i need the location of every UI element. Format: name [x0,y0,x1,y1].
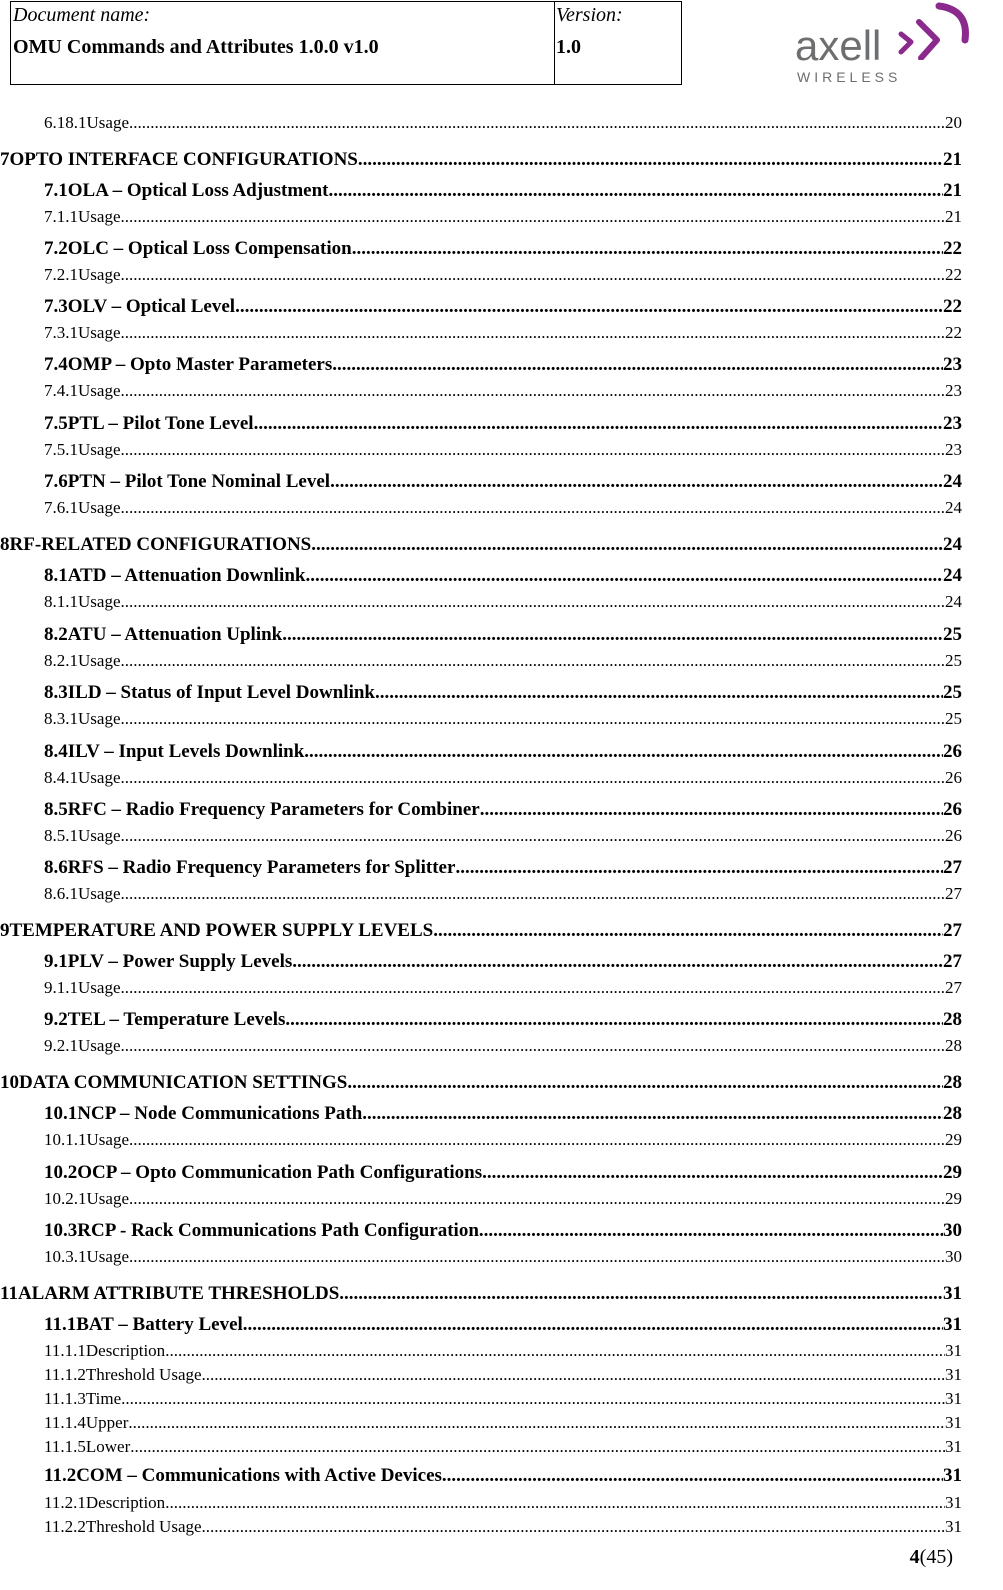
toc-entry-title: 8.1ATD – Attenuation Downlink [44,565,306,586]
toc-entry-page: 27 [945,884,962,903]
toc-entry-page: 23 [943,354,962,375]
toc-entry-page: 31 [945,1389,962,1408]
toc-entry[interactable] [0,149,962,171]
toc-entry-page: 27 [943,951,962,972]
toc-entry-title: 7.1.1Usage [44,207,121,226]
toc-entry[interactable] [44,1314,962,1336]
toc-entry[interactable] [44,951,962,973]
toc-entry-page: 28 [943,1103,962,1124]
toc-leader-dots [121,1389,945,1409]
toc-leader-dots [358,149,943,171]
toc-entry[interactable] [44,799,962,821]
toc-entry-page: 21 [943,180,962,201]
toc-entry[interactable] [44,1162,962,1184]
toc-entry[interactable] [44,768,962,788]
version-label: Version: [556,4,623,26]
toc-leader-dots [254,413,943,435]
toc-leader-dots [202,1365,945,1385]
toc-entry-title: 11.2.1Description [44,1493,166,1512]
toc-leader-dots [128,1413,945,1433]
toc-leader-dots [129,1189,945,1209]
toc-entry-title: 11.1.2Threshold Usage [44,1365,202,1384]
toc-leader-dots [130,1437,945,1457]
toc-leader-dots [120,265,945,285]
toc-leader-dots [339,1283,943,1305]
toc-entry-title: 9.1PLV – Power Supply Levels [44,951,293,972]
toc-entry[interactable] [44,1493,962,1513]
toc-entry-page: 26 [945,826,962,845]
toc-leader-dots [329,180,943,202]
toc-entry[interactable] [44,1036,962,1056]
toc-leader-dots [120,381,945,401]
toc-entry-title: 7.2.1Usage [44,265,121,284]
toc-entry-page: 31 [945,1365,962,1384]
toc-leader-dots [165,1493,945,1513]
toc-entry-title: 10.3RCP - Rack Communications Path Configuration [44,1220,479,1241]
toc-entry-page: 31 [943,1465,962,1486]
toc-entry-page: 27 [943,857,962,878]
toc-entry[interactable] [44,884,962,904]
toc-entry[interactable] [44,1365,962,1385]
toc-entry[interactable] [44,1341,962,1361]
toc-leader-dots [311,534,943,556]
toc-entry-title: 10.1.1Usage [44,1130,129,1149]
toc-entry-page: 31 [943,1283,962,1304]
toc-entry-page: 21 [945,207,962,226]
toc-leader-dots [165,1341,945,1361]
toc-entry-title: 7.1OLA – Optical Loss Adjustment [44,180,329,201]
toc-entry-page: 24 [943,534,962,555]
logo-chevron-icon [893,0,973,60]
toc-entry[interactable] [44,471,962,493]
toc-entry-title: 11.1.3Time [44,1389,122,1408]
toc-entry[interactable] [44,207,962,227]
toc-entry[interactable] [44,1389,962,1409]
toc-entry-title: 8.1.1Usage [44,592,121,611]
toc-entry[interactable] [44,323,962,343]
toc-entry[interactable] [44,354,962,376]
toc-entry-title: 11.1.1Description [44,1341,166,1360]
toc-entry-page: 31 [945,1493,962,1512]
toc-entry-title: 7OPTO INTERFACE CONFIGURATIONS [0,149,358,170]
toc-entry-page: 24 [943,471,962,492]
toc-entry[interactable] [44,1103,962,1125]
toc-entry-title: 8.6RFS – Radio Frequency Parameters for Splitter [44,857,456,878]
document-header-box [10,1,682,85]
logo-wordmark: axell [795,22,882,69]
toc-leader-dots [235,296,943,318]
toc-entry-title: 8.4.1Usage [44,768,121,787]
toc-entry[interactable] [44,381,962,401]
toc-entry[interactable] [44,592,962,612]
toc-entry-page: 31 [945,1413,962,1432]
toc-entry[interactable] [44,1220,962,1242]
toc-entry[interactable] [44,440,962,460]
toc-entry[interactable] [44,857,962,879]
toc-leader-dots [347,1072,943,1094]
version-value: 1.0 [556,36,581,58]
toc-entry[interactable] [44,238,962,260]
toc-entry-title: 7.6.1Usage [44,498,121,517]
toc-entry-title: 9.1.1Usage [44,978,121,997]
toc-entry-title: 8.6.1Usage [44,884,121,903]
toc-entry-page: 29 [945,1189,962,1208]
toc-entry[interactable] [44,498,962,518]
toc-leader-dots [282,624,943,646]
toc-leader-dots [129,113,945,133]
toc-entry-title: 8.4ILV – Input Levels Downlink [44,741,305,762]
toc-leader-dots [120,651,945,671]
toc-leader-dots [332,354,943,376]
toc-leader-dots [285,1009,943,1031]
toc-entry[interactable] [0,1283,962,1305]
toc-entry-page: 20 [945,113,962,132]
toc-entry[interactable] [44,1189,962,1209]
toc-entry[interactable] [44,1437,962,1457]
toc-leader-dots [120,440,945,460]
toc-leader-dots [120,884,945,904]
toc-entry[interactable] [44,1465,962,1487]
toc-leader-dots [330,471,943,493]
toc-entry-page: 28 [945,1036,962,1055]
toc-leader-dots [433,920,943,942]
toc-leader-dots [120,709,945,729]
toc-entry[interactable] [44,413,962,435]
toc-entry[interactable] [44,296,962,318]
toc-entry-page: 26 [945,768,962,787]
toc-entry-title: 8.2.1Usage [44,651,121,670]
toc-entry-title: 7.3.1Usage [44,323,121,342]
toc-entry[interactable] [44,1517,962,1537]
toc-entry-title: 7.4.1Usage [44,381,121,400]
toc-entry-page: 21 [943,149,962,170]
toc-entry-page: 22 [943,296,962,317]
toc-entry[interactable] [44,180,962,202]
toc-entry-page: 26 [943,741,962,762]
toc-entry-page: 26 [943,799,962,820]
toc-entry[interactable] [44,651,962,671]
toc-entry-title: 7.6PTN – Pilot Tone Nominal Level [44,471,331,492]
toc-entry-title: 8.3ILD – Status of Input Level Downlink [44,682,375,703]
toc-entry-page: 24 [943,565,962,586]
toc-entry[interactable] [44,709,962,729]
toc-entry-title: 8.5RFC – Radio Frequency Parameters for Combiner [44,799,480,820]
toc-entry-title: 7.5PTL – Pilot Tone Level [44,413,254,434]
toc-entry-page: 27 [945,978,962,997]
toc-entry-page: 28 [943,1072,962,1093]
toc-entry-page: 25 [943,624,962,645]
toc-entry[interactable] [0,1072,962,1094]
toc-entry[interactable] [44,741,962,763]
toc-entry-page: 24 [945,498,962,517]
toc-entry[interactable] [44,565,962,587]
toc-entry[interactable] [44,826,962,846]
toc-leader-dots [129,1247,945,1267]
toc-entry-page: 22 [945,265,962,284]
toc-leader-dots [120,1036,945,1056]
toc-entry-title: 10.2.1Usage [44,1189,129,1208]
toc-entry-page: 30 [945,1247,962,1266]
toc-leader-dots [202,1517,945,1537]
toc-entry-title: 10.3.1Usage [44,1247,129,1266]
toc-entry-title: 8.3.1Usage [44,709,121,728]
toc-leader-dots [120,323,945,343]
toc-entry-title: 10.1NCP – Node Communications Path [44,1103,363,1124]
toc-leader-dots [352,238,943,260]
toc-leader-dots [120,768,945,788]
total-pages: (45) [919,1546,953,1568]
toc-entry-title: 9.2TEL – Temperature Levels [44,1009,286,1030]
toc-leader-dots [455,857,943,879]
toc-entry-page: 30 [943,1220,962,1241]
toc-leader-dots [480,799,943,821]
header-divider [554,2,555,84]
toc-leader-dots [120,207,945,227]
toc-entry[interactable] [0,534,962,556]
toc-entry-title: 11.1BAT – Battery Level [44,1314,243,1335]
toc-entry-page: 23 [943,413,962,434]
toc-entry-title: 9TEMPERATURE AND POWER SUPPLY LEVELS [0,920,434,941]
toc-entry[interactable] [44,624,962,646]
toc-entry[interactable] [44,978,962,998]
current-page: 4 [909,1546,920,1568]
toc-entry-page: 29 [945,1130,962,1149]
toc-entry-page: 25 [945,651,962,670]
toc-entry-title: 8RF-RELATED CONFIGURATIONS [0,534,312,555]
toc-entry-title: 11.1.5Lower [44,1437,131,1456]
toc-entry-page: 31 [945,1517,962,1536]
toc-entry-title: 8.2ATU – Attenuation Uplink [44,624,283,645]
toc-entry-page: 24 [945,592,962,611]
toc-leader-dots [482,1162,943,1184]
toc-entry-page: 25 [945,709,962,728]
toc-entry-page: 27 [943,920,962,941]
toc-entry-title: 6.18.1Usage [44,113,129,132]
toc-entry-page: 31 [945,1437,962,1456]
logo-subtitle: WIRELESS [797,69,902,85]
toc-entry-page: 31 [945,1341,962,1360]
toc-entry[interactable] [44,1009,962,1031]
toc-leader-dots [479,1220,943,1242]
document-name-value: OMU Commands and Attributes 1.0.0 v1.0 [13,36,379,58]
toc-leader-dots [292,951,943,973]
toc-entry-title: 7.2OLC – Optical Loss Compensation [44,238,352,259]
toc-entry-title: 7.5.1Usage [44,440,121,459]
toc-leader-dots [362,1103,943,1125]
toc-leader-dots [442,1465,943,1487]
toc-entry-title: 8.5.1Usage [44,826,121,845]
toc-leader-dots [120,978,945,998]
toc-leader-dots [243,1314,943,1336]
toc-entry-title: 11.2.2Threshold Usage [44,1517,202,1536]
toc-entry-title: 10.2OCP – Opto Communication Path Configurations [44,1162,483,1183]
document-name-label: Document name: [13,4,151,26]
toc-entry-title: 9.2.1Usage [44,1036,121,1055]
toc-entry-page: 23 [945,440,962,459]
toc-entry-page: 25 [943,682,962,703]
toc-entry[interactable] [44,1247,962,1267]
toc-leader-dots [120,592,945,612]
toc-entry[interactable] [0,920,962,942]
toc-entry[interactable] [44,682,962,704]
toc-entry-page: 22 [945,323,962,342]
toc-entry-title: 11ALARM ATTRIBUTE THRESHOLDS [0,1283,340,1304]
toc-leader-dots [120,826,945,846]
toc-entry[interactable] [44,1413,962,1433]
toc-entry-page: 31 [943,1314,962,1335]
toc-entry-page: 29 [943,1162,962,1183]
toc-entry-title: 11.1.4Upper [44,1413,129,1432]
toc-entry-title: 11.2COM – Communications with Active Devices [44,1465,442,1486]
toc-entry-page: 23 [945,381,962,400]
toc-entry[interactable] [44,265,962,285]
toc-leader-dots [120,498,945,518]
toc-leader-dots [304,741,943,763]
axell-wireless-logo [795,0,975,90]
page-number [910,1546,953,1569]
toc-leader-dots [129,1130,945,1150]
toc-entry-title: 10DATA COMMUNICATION SETTINGS [0,1072,348,1093]
toc-entry[interactable] [44,113,962,133]
toc-leader-dots [375,682,943,704]
toc-entry-page: 28 [943,1009,962,1030]
toc-entry[interactable] [44,1130,962,1150]
toc-leader-dots [305,565,943,587]
toc-entry-title: 7.3OLV – Optical Level [44,296,236,317]
toc-entry-page: 22 [943,238,962,259]
toc-entry-title: 7.4OMP – Opto Master Parameters [44,354,333,375]
